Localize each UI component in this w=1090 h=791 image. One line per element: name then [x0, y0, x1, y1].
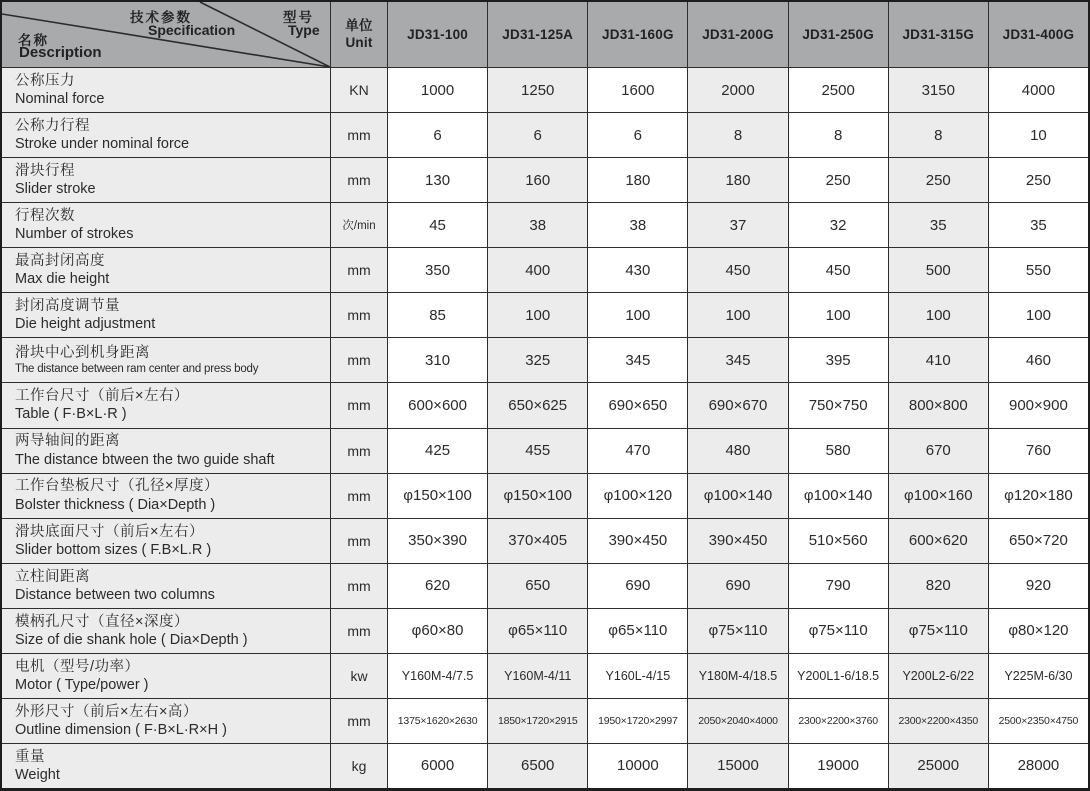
row-unit-cell: kg	[331, 744, 387, 788]
row-description-cell	[2, 654, 330, 698]
row-description-en: Slider bottom sizes ( F.B×L.R )	[15, 541, 212, 558]
unit-column-header	[331, 2, 387, 67]
row-unit-cell: mm	[331, 609, 387, 653]
spec-label-zh: 技术参数	[130, 10, 192, 25]
row-description-zh: 最高封闭高度	[15, 253, 105, 270]
row-description-zh: 外形尺寸（前后×左右×高）	[15, 703, 198, 720]
spec-value-cell: Y180M-4/18.5	[688, 654, 787, 698]
spec-value-cell: 180	[688, 158, 787, 202]
spec-value-cell: φ75×110	[688, 609, 787, 653]
spec-value-cell: 32	[789, 203, 888, 247]
spec-value-cell: 100	[688, 293, 787, 337]
spec-value-cell: 650	[488, 564, 587, 608]
row-description-en: Weight	[15, 766, 60, 783]
spec-value-cell: 100	[789, 293, 888, 337]
spec-value-cell: 450	[789, 248, 888, 292]
spec-value-cell: 10000	[588, 744, 687, 788]
row-description-en: Table ( F·B×L·R )	[15, 406, 127, 423]
spec-value-cell: Y160M-4/7.5	[388, 654, 487, 698]
spec-value-cell: 510×560	[789, 519, 888, 563]
spec-value-cell: 2000	[688, 68, 787, 112]
spec-value-cell: 470	[588, 429, 687, 473]
row-description-en: Slider stroke	[15, 181, 96, 198]
row-description-en: Stroke under nominal force	[15, 136, 190, 153]
spec-value-cell: 25000	[889, 744, 988, 788]
spec-value-cell: 690	[688, 564, 787, 608]
spec-value-cell: φ80×120	[989, 609, 1088, 653]
spec-value-cell: φ150×100	[488, 474, 587, 518]
spec-value-cell: 100	[889, 293, 988, 337]
spec-value-cell: 1600	[588, 68, 687, 112]
spec-value-cell: φ100×160	[889, 474, 988, 518]
row-description-cell	[2, 68, 330, 112]
spec-value-cell: 38	[588, 203, 687, 247]
type-label-en: Type	[288, 22, 320, 38]
spec-value-cell: 390×450	[688, 519, 787, 563]
model-column-header: JD31-160G	[588, 2, 687, 67]
row-description-en: The distance btween the two guide shaft	[15, 451, 275, 468]
spec-value-cell: 35	[989, 203, 1088, 247]
spec-value-cell: 8	[688, 113, 787, 157]
row-unit-cell: KN	[331, 68, 387, 112]
spec-value-cell: 325	[488, 338, 587, 382]
spec-value-cell: 600×620	[889, 519, 988, 563]
spec-value-cell: 500	[889, 248, 988, 292]
spec-value-cell: 345	[688, 338, 787, 382]
row-description-en: Outline dimension ( F·B×L·R×H )	[15, 721, 227, 738]
row-description-zh: 封闭高度调节量	[15, 298, 120, 315]
row-description-cell	[2, 293, 330, 337]
spec-value-cell: 19000	[789, 744, 888, 788]
spec-value-cell: 800×800	[889, 383, 988, 427]
spec-value-cell: 130	[388, 158, 487, 202]
row-description-en: Number of strokes	[15, 226, 134, 243]
spec-value-cell: 600×600	[388, 383, 487, 427]
spec-value-cell: 6000	[388, 744, 487, 788]
row-description-en: Size of die shank hole ( Dia×Depth )	[15, 631, 248, 648]
row-unit-cell: mm	[331, 158, 387, 202]
spec-value-cell: φ65×110	[488, 609, 587, 653]
row-description-zh: 重量	[15, 748, 45, 765]
spec-value-cell: Y160L-4/15	[588, 654, 687, 698]
row-description-zh: 模柄孔尺寸（直径×深度）	[15, 613, 189, 630]
spec-value-cell: 370×405	[488, 519, 587, 563]
unit-header-en: Unit	[345, 34, 373, 50]
spec-value-cell: 2500×2350×4750	[989, 699, 1088, 743]
row-unit-cell: mm	[331, 383, 387, 427]
spec-value-cell: 2050×2040×4000	[688, 699, 787, 743]
row-description-cell	[2, 248, 330, 292]
spec-value-cell: 1250	[488, 68, 587, 112]
row-description-zh: 工作台尺寸（前后×左右）	[15, 388, 189, 405]
spec-value-cell: 250	[889, 158, 988, 202]
spec-value-cell: 650×625	[488, 383, 587, 427]
row-description-cell	[2, 564, 330, 608]
spec-value-cell: 1000	[388, 68, 487, 112]
row-description-zh: 公称力行程	[15, 117, 90, 134]
row-description-cell	[2, 609, 330, 653]
row-description-en: Max die height	[15, 271, 110, 288]
row-description-cell	[2, 113, 330, 157]
spec-value-cell: 160	[488, 158, 587, 202]
spec-value-cell: Y225M-6/30	[989, 654, 1088, 698]
spec-value-cell: 350	[388, 248, 487, 292]
unit-header-zh: 单位	[345, 18, 373, 34]
row-unit-cell: mm	[331, 338, 387, 382]
spec-value-cell: 100	[989, 293, 1088, 337]
model-column-header: JD31-200G	[688, 2, 787, 67]
spec-value-cell: 550	[989, 248, 1088, 292]
spec-value-cell: 690×670	[688, 383, 787, 427]
spec-value-cell: 670	[889, 429, 988, 473]
row-unit-cell: mm	[331, 248, 387, 292]
row-description-zh: 滑块行程	[15, 163, 75, 180]
row-description-en: Nominal force	[15, 91, 105, 108]
row-description-cell	[2, 338, 330, 382]
model-column-header: JD31-125A	[488, 2, 587, 67]
spec-value-cell: 15000	[688, 744, 787, 788]
row-description-zh: 立柱间距离	[15, 568, 90, 585]
row-description-en: Bolster thickness ( Dia×Depth )	[15, 496, 216, 513]
name-label-zh: 名称	[18, 33, 49, 48]
spec-value-cell: 2300×2200×3760	[789, 699, 888, 743]
spec-value-cell: Y200L1-6/18.5	[789, 654, 888, 698]
spec-value-cell: 180	[588, 158, 687, 202]
row-description-cell	[2, 203, 330, 247]
spec-value-cell: 580	[789, 429, 888, 473]
spec-value-cell: 390×450	[588, 519, 687, 563]
row-description-cell	[2, 699, 330, 743]
spec-value-cell: 1375×1620×2630	[388, 699, 487, 743]
row-description-zh: 行程次数	[15, 208, 75, 225]
spec-value-cell: 430	[588, 248, 687, 292]
row-description-cell	[2, 429, 330, 473]
row-unit-cell: mm	[331, 429, 387, 473]
type-label-zh: 型号	[283, 10, 314, 25]
spec-value-cell: 400	[488, 248, 587, 292]
spec-value-cell: 250	[989, 158, 1088, 202]
row-unit-cell: mm	[331, 474, 387, 518]
spec-value-cell: 900×900	[989, 383, 1088, 427]
spec-value-cell: 85	[388, 293, 487, 337]
spec-value-cell: 100	[488, 293, 587, 337]
spec-value-cell: φ100×120	[588, 474, 687, 518]
row-description-en: Motor ( Type/power )	[15, 676, 149, 693]
spec-value-cell: 650×720	[989, 519, 1088, 563]
spec-value-cell: 480	[688, 429, 787, 473]
row-description-zh: 公称压力	[15, 72, 75, 89]
spec-value-cell: 1950×1720×2997	[588, 699, 687, 743]
row-description-zh: 滑块底面尺寸（前后×左右）	[15, 523, 204, 540]
spec-value-cell: 410	[889, 338, 988, 382]
spec-value-cell: 45	[388, 203, 487, 247]
spec-value-cell: 6500	[488, 744, 587, 788]
spec-value-cell: φ75×110	[889, 609, 988, 653]
spec-value-cell: Y200L2-6/22	[889, 654, 988, 698]
row-description-cell	[2, 383, 330, 427]
row-unit-cell: mm	[331, 113, 387, 157]
spec-value-cell: 310	[388, 338, 487, 382]
spec-value-cell: φ150×100	[388, 474, 487, 518]
row-description-cell	[2, 744, 330, 788]
row-description-zh: 工作台垫板尺寸（孔径×厚度）	[15, 478, 219, 495]
row-unit-cell: kw	[331, 654, 387, 698]
row-description-zh: 电机（型号/功率）	[15, 658, 140, 675]
spec-value-cell: φ65×110	[588, 609, 687, 653]
spec-value-cell: 750×750	[789, 383, 888, 427]
spec-value-cell: φ75×110	[789, 609, 888, 653]
spec-value-cell: 100	[588, 293, 687, 337]
spec-label-en: Specification	[148, 22, 236, 38]
row-unit-cell: mm	[331, 564, 387, 608]
spec-value-cell: 6	[488, 113, 587, 157]
spec-value-cell: 760	[989, 429, 1088, 473]
spec-value-cell: 37	[688, 203, 787, 247]
row-unit-cell: mm	[331, 699, 387, 743]
row-description-cell	[2, 519, 330, 563]
row-unit-cell: mm	[331, 293, 387, 337]
spec-value-cell: φ100×140	[688, 474, 787, 518]
row-description-cell	[2, 474, 330, 518]
spec-value-cell: 820	[889, 564, 988, 608]
corner-header-cell	[2, 2, 330, 67]
spec-value-cell: Y160M-4/11	[488, 654, 587, 698]
spec-value-cell: 8	[789, 113, 888, 157]
spec-value-cell: 790	[789, 564, 888, 608]
spec-value-cell: 1850×1720×2915	[488, 699, 587, 743]
spec-value-cell: 690	[588, 564, 687, 608]
spec-value-cell: 345	[588, 338, 687, 382]
spec-value-cell: 3150	[889, 68, 988, 112]
row-unit-cell: mm	[331, 519, 387, 563]
spec-value-cell: 35	[889, 203, 988, 247]
spec-value-cell: 920	[989, 564, 1088, 608]
spec-value-cell: φ60×80	[388, 609, 487, 653]
row-description-en: The distance between ram center and press body	[15, 363, 259, 376]
spec-value-cell: 28000	[989, 744, 1088, 788]
row-description-cell	[2, 158, 330, 202]
spec-value-cell: 425	[388, 429, 487, 473]
spec-value-cell: 8	[889, 113, 988, 157]
spec-value-cell: 2300×2200×4350	[889, 699, 988, 743]
spec-value-cell: 620	[388, 564, 487, 608]
row-description-zh: 滑块中心到机身距离	[15, 345, 150, 362]
spec-value-cell: 460	[989, 338, 1088, 382]
spec-value-cell: 6	[588, 113, 687, 157]
spec-value-cell: 450	[688, 248, 787, 292]
spec-value-cell: 6	[388, 113, 487, 157]
spec-value-cell: φ100×140	[789, 474, 888, 518]
model-column-header: JD31-100	[388, 2, 487, 67]
model-column-header: JD31-315G	[889, 2, 988, 67]
spec-value-cell: 250	[789, 158, 888, 202]
row-description-en: Die height adjustment	[15, 316, 156, 333]
model-column-header: JD31-250G	[789, 2, 888, 67]
spec-value-cell: 10	[989, 113, 1088, 157]
name-label-en: Description	[19, 44, 102, 61]
row-description-zh: 两导轴间的距离	[15, 433, 120, 450]
model-column-header: JD31-400G	[989, 2, 1088, 67]
spec-value-cell: 4000	[989, 68, 1088, 112]
spec-value-cell: 395	[789, 338, 888, 382]
spec-value-cell: 38	[488, 203, 587, 247]
spec-value-cell: 350×390	[388, 519, 487, 563]
spec-value-cell: 690×650	[588, 383, 687, 427]
row-unit-cell: 次/min	[331, 203, 387, 247]
row-description-en: Distance between two columns	[15, 586, 215, 603]
spec-value-cell: 455	[488, 429, 587, 473]
spec-value-cell: φ120×180	[989, 474, 1088, 518]
spec-value-cell: 2500	[789, 68, 888, 112]
